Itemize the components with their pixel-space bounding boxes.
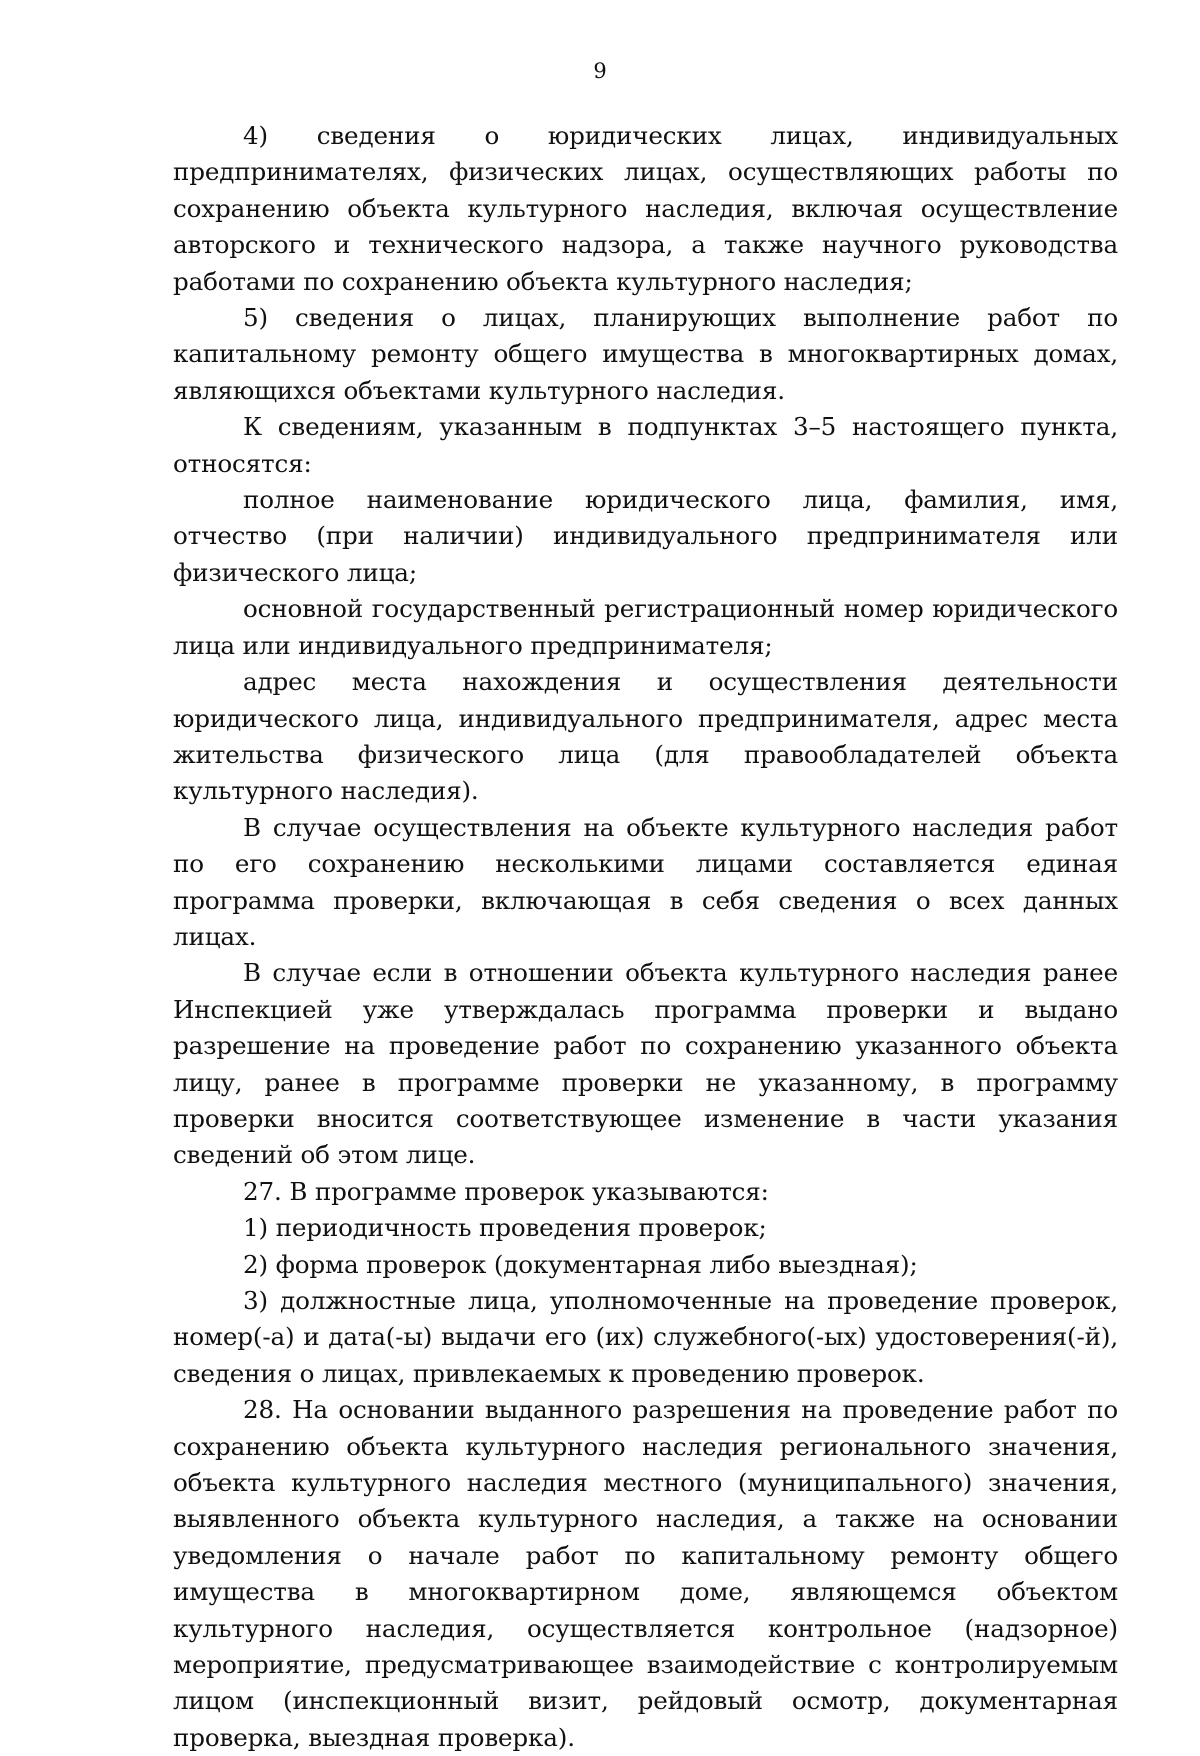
paragraph-registration-number: основной государственный регистрационный номер юридического лица или индивидуального предпринимателя; [173, 594, 1118, 660]
paragraph-item-5-info-repair-planners: 5) сведения о лицах, планирующих выполнение работ по капитальному ремонту общего имущества в многоквартирных домах, являющихся объектами культурного наследия. [173, 303, 1118, 405]
paragraph-clause-28: 28. На основании выданного разрешения на проведение работ по сохранению объекта культурного наследия регионального значения, объекта культурного наследия местного (муниципального) значения, выявленного объекта культурного наследия, а также на основании уведомления о начале работ по капитальному ремонту общего имущества в многоквартирном доме, являющемся объектом культурного наследия, осуществляется контрольное (надзорное) мероприятие, предусматривающее взаимодействие с контролируемым лицом (инспекционный визит, рейдовый осмотр, документарная проверка, выездная проверка). [173, 1395, 1118, 1752]
paragraph-item-4-info-legal-entities: 4) сведения о юридических лицах, индивидуальных предпринимателях, физических лицах, осуществляющих работы по сохранению объекта культурного наследия, включая осуществление авторского и технического надзора, а также научного руководства работами по сохранению объекта культурного наследия; [173, 121, 1118, 296]
page-number: 9 [593, 59, 607, 83]
paragraph-program-amendment: В случае если в отношении объекта культурного наследия ранее Инспекцией уже утверждалась программа проверки и выдано разрешение на проведение работ по сохранению указанного объекта лицу, ранее в программе проверки не указанному, в программу проверки вносится соответствующее изменение в части указания сведений об этом лице. [173, 958, 1118, 1170]
paragraph-info-list-intro: К сведениям, указанным в подпунктах 3–5 настоящего пункта, относятся: [173, 412, 1118, 478]
paragraph-clause-27-item-2: 2) форма проверок (документарная либо выездная); [243, 1249, 918, 1279]
paragraph-full-name: полное наименование юридического лица, фамилия, имя, отчество (при наличии) индивидуального предпринимателя или физического лица; [173, 485, 1118, 587]
paragraph-clause-27: 27. В программе проверок указываются: [243, 1176, 769, 1206]
document-body [173, 118, 1118, 1756]
paragraph-clause-27-item-3: 3) должностные лица, уполномоченные на проведение проверок, номер(-а) и дата(-ы) выдачи его (их) служебного(-ых) удостоверения(-й), сведения о лицах, привлекаемых к проведению проверок. [173, 1286, 1118, 1388]
paragraph-address: адрес места нахождения и осуществления деятельности юридического лица, индивидуального предпринимателя, адрес места жительства физического лица (для правообладателей объекта культурного наследия). [173, 667, 1118, 806]
paragraph-clause-27-item-1: 1) периодичность проведения проверок; [243, 1213, 767, 1243]
paragraph-single-program: В случае осуществления на объекте культурного наследия работ по его сохранению несколькими лицами составляется единая программа проверки, включающая в себя сведения о всех данных лицах. [173, 812, 1118, 951]
